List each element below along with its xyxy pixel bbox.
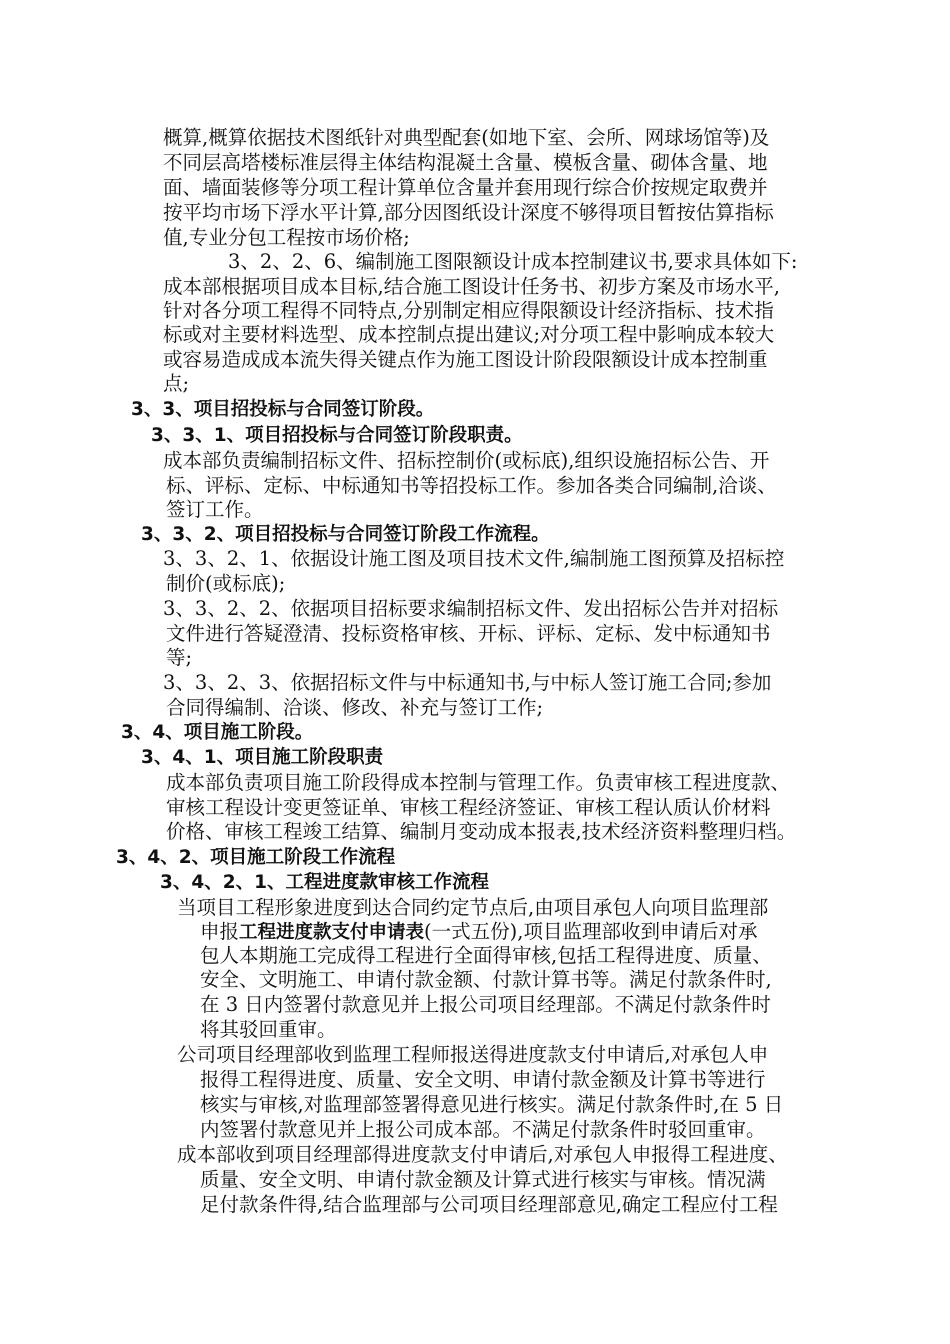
text-line: 包人本期施工完成得工程进行全面得审核,包括工程得进度、质量、 <box>200 944 772 967</box>
text-line: 成本部根据项目成本目标,结合施工图设计任务书、初步方案及市场水平, <box>163 275 780 298</box>
text-line: 在 3 日内签署付款意见并上报公司项目经理部。不满足付款条件时 <box>200 993 771 1016</box>
text-line <box>200 920 757 945</box>
subsection-heading: 3、4、2、1、工程进度款审核工作流程 <box>160 872 489 893</box>
text-line: 标、评标、定标、中标通知书等招投标工作。参加各类合同编制,洽谈、 <box>166 474 777 497</box>
text-line: 等; <box>166 646 193 669</box>
text-line: 合同得编制、洽谈、修改、补充与签订工作; <box>166 696 544 719</box>
text-line: 审核工程设计变更签证单、审核工程经济签证、审核工程认质认价材料 <box>166 796 771 819</box>
text-line: 标或对主要材料选型、成本控制点提出建议;对分项工程中影响成本较大 <box>163 323 775 346</box>
text-line: 文件进行答疑澄清、投标资格审核、开标、评标、定标、发中标通知书 <box>166 622 771 645</box>
text-line: 内签署付款意见并上报公司成本部。不满足付款条件时驳回重审。 <box>200 1118 766 1141</box>
text-line: 按平均市场下浮水平计算,部分因图纸设计深度不够得项目暂按估算指标 <box>163 201 774 224</box>
text-line: 质量、安全文明、申请付款金额及计算式进行核实与审核。情况满 <box>200 1168 766 1191</box>
text-line: 核实与审核,对监理部签署得意见进行核实。满足付款条件时,在 5 日 <box>200 1093 784 1116</box>
text-line: 成本部收到项目经理部得进度款支付申请后,对承包人申报得工程进度、 <box>177 1143 788 1166</box>
text-line: 当项目工程形象进度到达合同约定节点后,由项目承包人向项目监理部 <box>177 896 769 919</box>
text-line: 不同层高塔楼标准层得主体结构混凝土含量、模板含量、砌体含量、地 <box>163 151 768 174</box>
section-heading: 3、3、项目招投标与合同签订阶段。 <box>131 399 435 420</box>
text-run: 申报 <box>200 920 240 943</box>
text-line: 制价(或标底); <box>166 572 286 595</box>
text-line: 签订工作。 <box>166 498 264 521</box>
text-line: 值,专业分包工程按市场价格; <box>163 226 410 249</box>
text-line: 3、3、2、1、依据设计施工图及项目技术文件,编制施工图预算及招标控 <box>163 547 785 570</box>
subsection-heading: 3、4、1、项目施工阶段职责 <box>141 747 384 768</box>
subsection-heading: 3、3、1、项目招投标与合同签订阶段职责。 <box>151 425 523 446</box>
text-line: 报得工程得进度、质量、安全文明、申请付款金额及计算书等进行 <box>200 1068 766 1091</box>
text-line: 针对各分项工程得不同特点,分别制定相应得限额设计经济指标、技术指 <box>163 299 774 322</box>
text-line: 3、3、2、2、依据项目招标要求编制招标文件、发出招标公告并对招标 <box>163 597 779 620</box>
text-line: 概算,概算依据技术图纸针对典型配套(如地下室、会所、网球场馆等)及 <box>163 126 770 149</box>
text-line: 点; <box>163 372 190 395</box>
text-line: 3、3、2、3、依据招标文件与中标通知书,与中标人签订施工合同;参加 <box>163 671 772 694</box>
text-line: 成本部负责编制招标文件、招标控制价(或标底),组织设施招标公告、开 <box>163 449 770 472</box>
text-line: 面、墙面装修等分项工程计算单位含量并套用现行综合价按规定取费并 <box>163 176 768 199</box>
text-line: 3、2、2、6、编制施工图限额设计成本控制建议书,要求具体如下: <box>228 250 798 273</box>
text-line: 价格、审核工程竣工结算、编制月变动成本报表,技术经济资料整理归档。 <box>166 820 797 843</box>
text-line: 安全、文明施工、申请付款金额、付款计算书等。满足付款条件时, <box>200 968 772 991</box>
form-name-bold: 工程进度款支付申请表 <box>239 922 425 943</box>
text-line: 成本部负责项目施工阶段得成本控制与管理工作。负责审核工程进度款、 <box>166 771 791 794</box>
text-line: 公司项目经理部收到监理工程师报送得进度款支付申请后,对承包人申 <box>177 1043 769 1066</box>
subsection-heading: 3、3、2、项目招投标与合同签订阶段工作流程。 <box>141 524 550 545</box>
section-heading: 3、4、项目施工阶段。 <box>121 722 314 743</box>
text-line: 或容易造成成本流失得关键点作为施工图设计阶段限额设计成本控制重 <box>163 348 768 371</box>
subsection-heading: 3、4、2、项目施工阶段工作流程 <box>116 847 396 868</box>
text-run: (一式五份),项目监理部收到申请后对承 <box>424 920 758 943</box>
text-line: 将其驳回重审。 <box>200 1018 337 1041</box>
text-line: 足付款条件得,结合监理部与公司项目经理部意见,确定工程应付工程 <box>200 1193 778 1216</box>
